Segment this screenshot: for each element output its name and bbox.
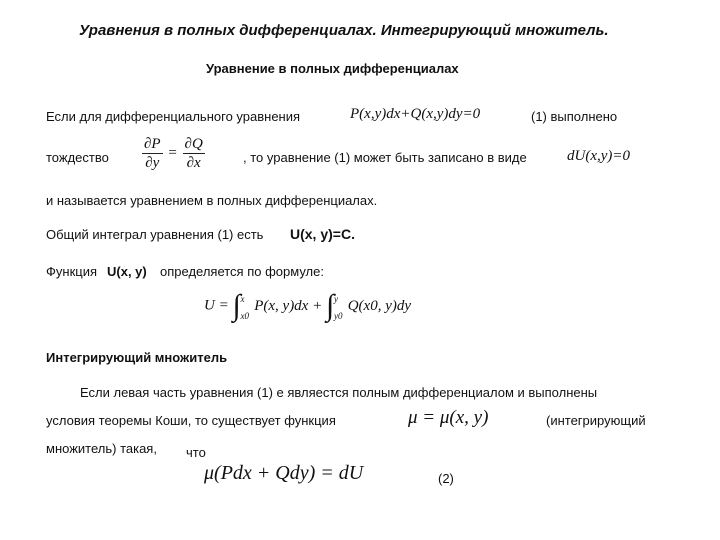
function-label: Функция (46, 264, 97, 279)
general-integral-text: Общий интеграл уравнения (1) есть (46, 227, 264, 242)
equation-1: P(x,y)dx+Q(x,y)dy=0 (350, 106, 481, 122)
identity-formula (140, 135, 207, 172)
para2-line3: множитель) такая, (46, 441, 157, 456)
integral-sign: ∫ y y0 (326, 291, 340, 321)
formula-term2: Q(x0, y)dy (347, 297, 412, 314)
int2-upper: y (333, 294, 338, 304)
equation-2: μ(Pdx + Qdy) = dU (204, 462, 364, 484)
line2-text: тождество (46, 150, 109, 165)
dy: ∂y (145, 155, 160, 171)
section-heading-total-differentials: Уравнение в полных дифференциалах (206, 61, 459, 76)
section-heading-integrating-factor: Интегрирующий множитель (46, 350, 228, 365)
integral-sign: ∫ x x0 (232, 291, 246, 321)
function-text: определяется по формуле: (160, 264, 324, 279)
int1-upper: x (240, 294, 245, 304)
mu-function: μ = μ(x, y) (408, 407, 489, 428)
int1-lower: x0 (240, 311, 249, 321)
line1-text: Если для дифференциального уравнения (46, 109, 301, 124)
general-integral-value: U(x, y)=C. (290, 226, 355, 242)
para2-line3-b: что (186, 445, 206, 460)
dx: ∂x (186, 155, 201, 171)
integral-formula (204, 291, 411, 321)
para2-line2: условия теоремы Коши, то существует функция (46, 413, 336, 428)
equation-dU: dU(x,y)=0 (567, 148, 631, 164)
function-name: U(x, y) (107, 264, 147, 279)
int2-lower: y0 (333, 311, 343, 321)
para2-line1: Если левая часть уравнения (1) е являестся полным дифференциалом и выполнены (80, 385, 598, 400)
line3-text: и называется уравнением в полных дифференциалах. (46, 193, 378, 208)
equation-2-label: (2) (438, 471, 454, 486)
line1-text-after: (1) выполнено (531, 109, 618, 124)
para2-line2-after: (интегрирующий (546, 413, 646, 428)
dQ: ∂Q (184, 136, 203, 152)
formula-lhs: U = (204, 297, 229, 314)
dP: ∂P (144, 136, 161, 152)
page-title: Уравнения в полных дифференциалах. Интегрирующий множитель. (79, 22, 609, 39)
line2-text-after: , то уравнение (1) может быть записано в виде (243, 150, 527, 165)
equals-sign: = (168, 144, 177, 161)
formula-term1: P(x, y)dx + (254, 297, 323, 314)
